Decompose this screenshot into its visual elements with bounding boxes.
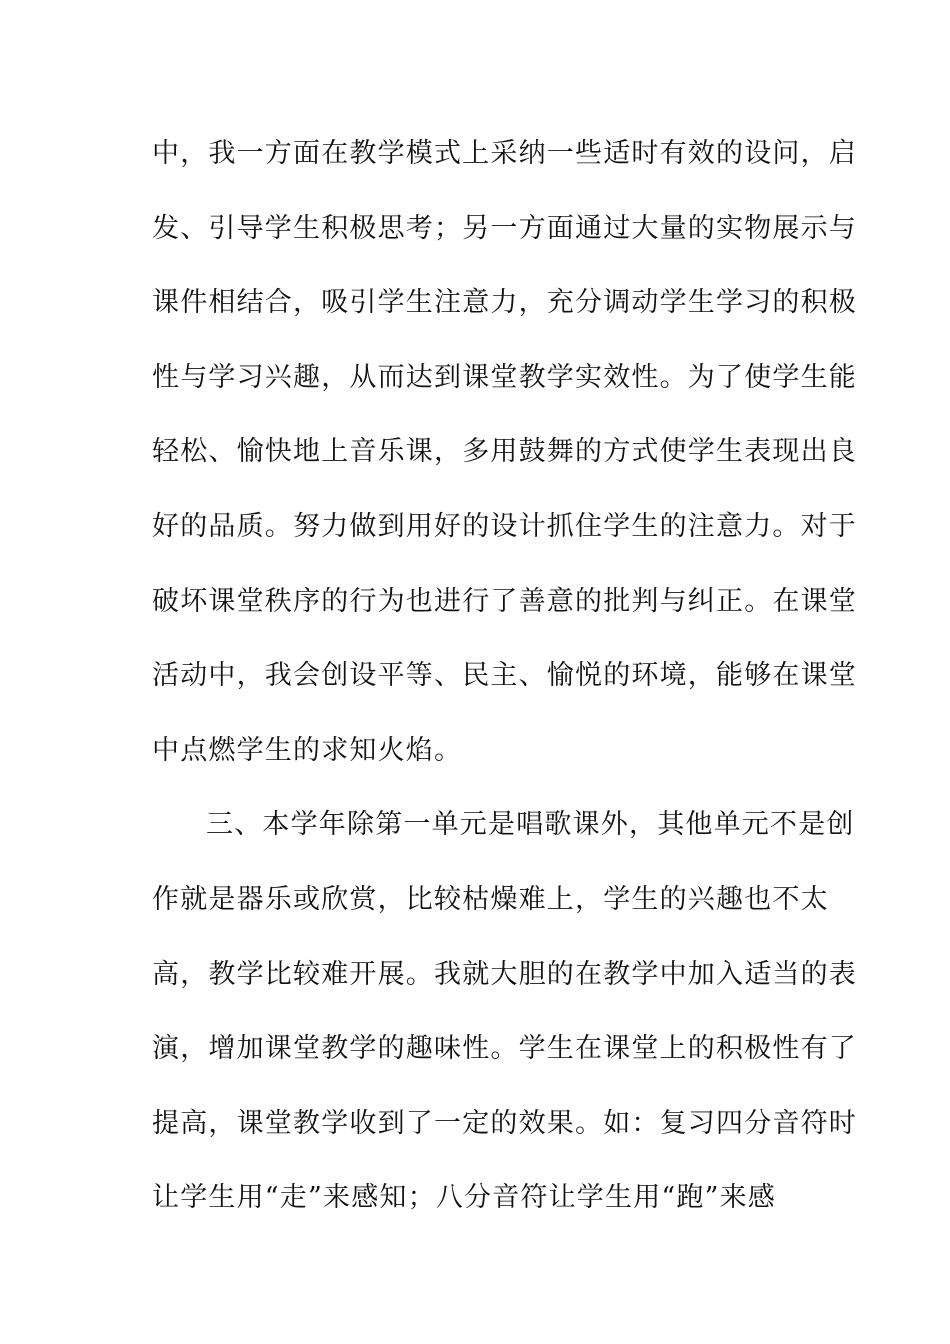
text-line: 让学生用“走”来感知；八分音符让学生用“跑”来感 [152,1182,777,1214]
text-line: 三、本学年除第一单元是唱歌课外，其他单元不是创 [206,809,855,841]
text-line: 课件相结合，吸引学生注意力，充分调动学生学习的积极 [152,287,857,319]
paragraph-1 [152,126,857,797]
text-line: 好的品质。努力做到用好的设计抓住学生的注意力。对于 [152,510,857,542]
body-text [152,126,857,1245]
paragraph-2 [152,797,857,1245]
text-line: 轻松、愉快地上音乐课，多用鼓舞的方式使学生表现出良 [152,436,857,468]
text-line: 活动中，我会创设平等、民主、愉悦的环境，能够在课堂 [152,660,857,692]
text-line: 高，教学比较难开展。我就大胆的在教学中加入适当的表 [152,958,857,990]
text-line: 作就是器乐或欣赏，比较枯燥难上，学生的兴趣也不太 [152,883,829,915]
text-line: 中，我一方面在教学模式上采纳一些适时有效的设问，启 [152,138,857,169]
text-line: 中点燃学生的求知火焰。 [152,734,463,766]
text-line: 发、引导学生积极思考；另一方面通过大量的实物展示与 [152,212,857,244]
text-line: 性与学习兴趣，从而达到课堂教学实效性。为了使学生能 [152,361,857,393]
text-line: 提高，课堂教学收到了一定的效果。如：复习四分音符时 [152,1107,857,1139]
text-line: 演，增加课堂教学的趣味性。学生在课堂上的积极性有了 [152,1033,857,1065]
text-line: 破坏课堂秩序的行为也进行了善意的批判与纠正。在课堂 [152,585,857,617]
